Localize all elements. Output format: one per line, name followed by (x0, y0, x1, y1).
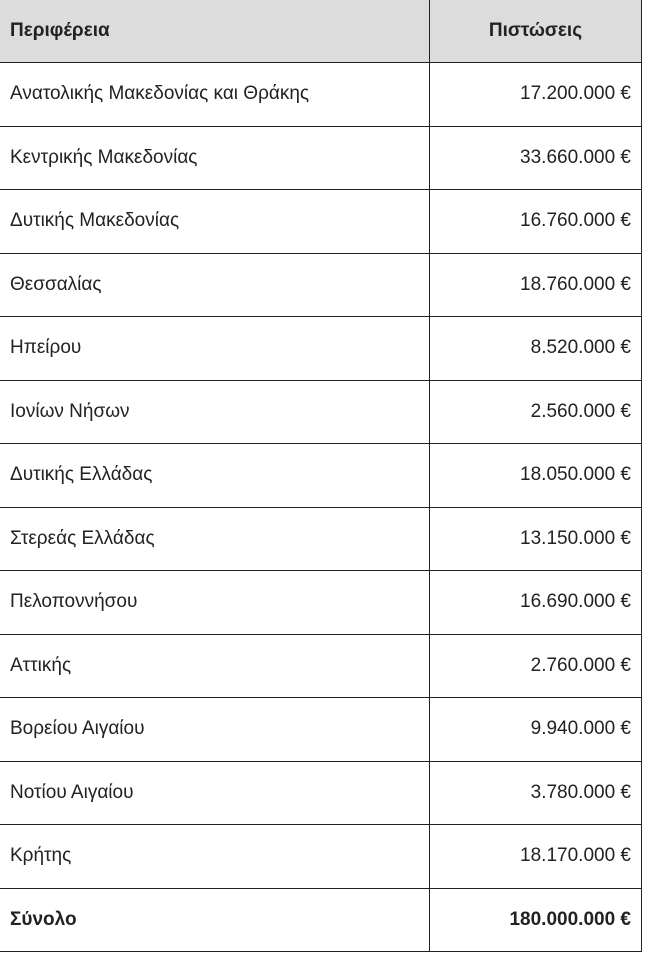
region-cell: Νοτίου Αιγαίου (0, 761, 430, 825)
amount-cell: 2.560.000 € (430, 380, 642, 444)
table-row (0, 380, 642, 444)
region-cell: Ανατολικής Μακεδονίας και Θράκης (0, 63, 430, 127)
amount-cell: 13.150.000 € (430, 507, 642, 571)
table-row (0, 253, 642, 317)
table-row (0, 63, 642, 127)
amount-cell: 16.690.000 € (430, 571, 642, 635)
region-cell: Θεσσαλίας (0, 253, 430, 317)
region-cell: Δυτικής Μακεδονίας (0, 190, 430, 254)
table-row (0, 634, 642, 698)
amount-cell: 16.760.000 € (430, 190, 642, 254)
amount-cell: 3.780.000 € (430, 761, 642, 825)
region-cell: Στερεάς Ελλάδας (0, 507, 430, 571)
amount-cell: 9.940.000 € (430, 698, 642, 762)
amount-cell: 8.520.000 € (430, 317, 642, 381)
region-cell: Πελοποννήσου (0, 571, 430, 635)
table-row (0, 761, 642, 825)
table-row (0, 190, 642, 254)
table-row (0, 825, 642, 889)
total-amount: 180.000.000 € (430, 888, 642, 952)
region-cell: Δυτικής Ελλάδας (0, 444, 430, 508)
table-row (0, 126, 642, 190)
region-cell: Αττικής (0, 634, 430, 698)
region-column-header: Περιφέρεια (0, 0, 430, 63)
region-cell: Βορείου Αιγαίου (0, 698, 430, 762)
region-cell: Κεντρικής Μακεδονίας (0, 126, 430, 190)
table-row (0, 507, 642, 571)
region-cell: Ηπείρου (0, 317, 430, 381)
amount-cell: 33.660.000 € (430, 126, 642, 190)
amount-column-header: Πιστώσεις (430, 0, 642, 63)
region-cell: Ιονίων Νήσων (0, 380, 430, 444)
region-cell: Κρήτης (0, 825, 430, 889)
table-row (0, 698, 642, 762)
amount-cell: 18.170.000 € (430, 825, 642, 889)
table-row (0, 571, 642, 635)
table-row (0, 444, 642, 508)
amount-cell: 2.760.000 € (430, 634, 642, 698)
amount-cell: 18.760.000 € (430, 253, 642, 317)
amount-cell: 17.200.000 € (430, 63, 642, 127)
total-label: Σύνολο (0, 888, 430, 952)
amount-cell: 18.050.000 € (430, 444, 642, 508)
total-row (0, 888, 642, 952)
table-row (0, 317, 642, 381)
table-header-row (0, 0, 642, 63)
